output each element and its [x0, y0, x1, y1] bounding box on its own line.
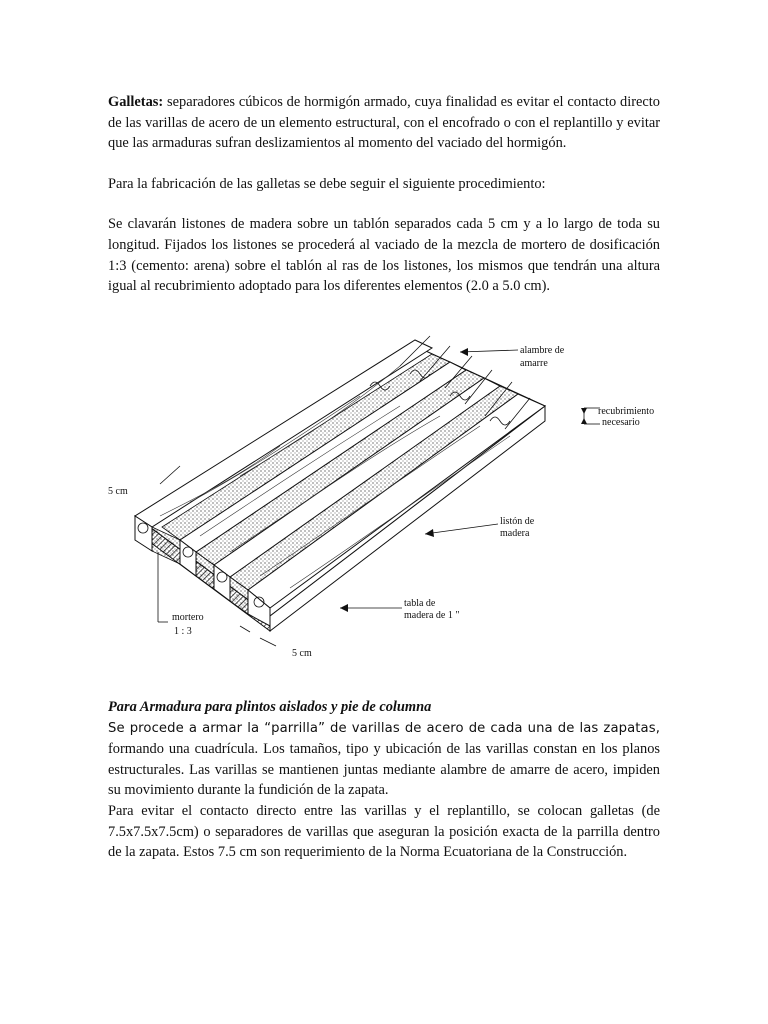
section-heading: Para Armadura para plintos aislados y pie de columna	[108, 699, 432, 715]
label-5cm-bottom: 5 cm	[292, 648, 312, 659]
label-liston-2: madera	[500, 528, 530, 539]
armadura-paragraph-1	[108, 718, 660, 801]
section-armadura	[108, 697, 660, 863]
label-alambre-1: alambre de	[520, 345, 565, 356]
label-tabla-2: madera de 1 "	[404, 610, 460, 621]
label-tabla-1: tabla de	[404, 598, 436, 609]
label-5cm-left: 5 cm	[108, 486, 128, 497]
galletas-definition: separadores cúbicos de hormigón armado, cuya finalidad es evitar el contacto directo de las varillas de acero de un elemento estructural, con el encofrado o con el replantillo y evitar que las armaduras sufran deslizamientos al momento del vaciado del hormigón.	[108, 94, 660, 152]
label-mortero-2: 1 : 3	[174, 626, 192, 637]
label-recubrimiento-1: recubrimiento	[598, 406, 655, 417]
armadura-paragraph-1-prefix: Se procede a armar la “parrilla” de varillas de acero de cada una de las zapatas,	[108, 720, 660, 736]
armadura-paragraph-1-suffix: formando una cuadrícula. Los tamaños, tipo y ubicación de las varillas constan en los planos estructurales. Las varillas se mantienen juntas mediante alambre de amarre de acero, impiden su movimiento durante la fundición de la zapata.	[108, 741, 660, 799]
galletas-figure	[100, 326, 680, 666]
document-page	[108, 92, 660, 297]
label-liston-1: listón de	[500, 516, 535, 527]
wood-slats	[135, 340, 545, 626]
galletas-term: Galletas:	[108, 94, 164, 110]
procedure-intro: Para la fabricación de las galletas se debe seguir el siguiente procedimiento:	[108, 175, 546, 192]
label-mortero-1: mortero	[172, 612, 204, 623]
procedure-text: Se clavarán listones de madera sobre un tablón separados cada 5 cm y a lo largo de toda su longitud. Fijados los listones se procederá al vaciado de la mezcla de mortero de dosificación 1:3 (cemento: arena) sobre el tablón al ras de los listones, los mismos que tendrán una altura igual al recubrimiento adoptado para los diferentes elementos (2.0 a 5.0 cm).	[108, 216, 660, 295]
armadura-paragraph-2: Para evitar el contacto directo entre las varillas y el replantillo, se colocan galletas (de 7.5x7.5x7.5cm) o separadores de varillas que aseguran la posición exacta de la parrilla dentro de la zapata. Estos 7.5 cm son requerimiento de la Norma Ecuatoriana de la Construcción.	[108, 802, 660, 861]
intro-paragraph	[108, 92, 660, 154]
label-alambre-2: amarre	[520, 358, 548, 369]
galletas-diagram	[100, 326, 680, 666]
label-recubrimiento-2: necesario	[602, 417, 640, 428]
